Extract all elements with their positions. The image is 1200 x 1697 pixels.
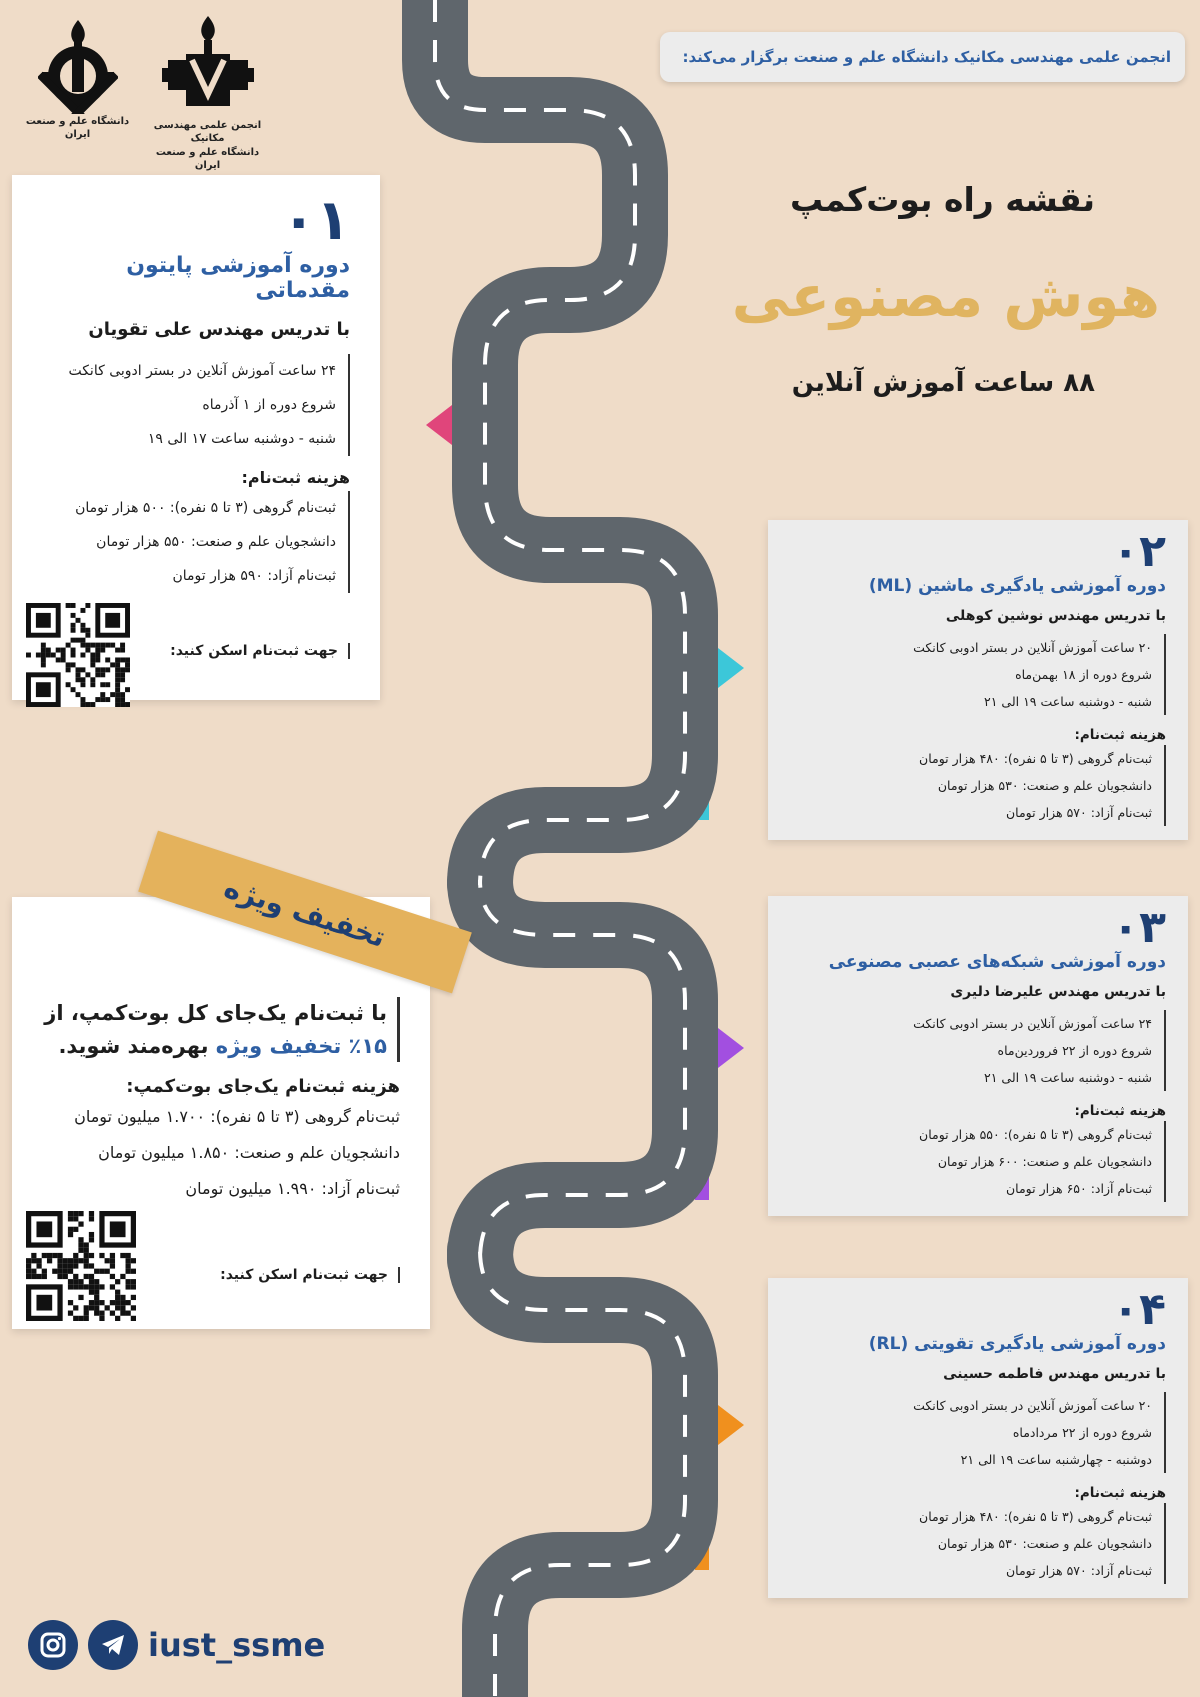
course-schedule: دوشنبه - چهارشنبه ساعت ۱۹ الی ۲۱	[960, 1452, 1152, 1467]
fee-group: ثبت‌نام گروهی (۳ تا ۵ نفره): ۵۰۰ هزار تومان	[75, 500, 336, 516]
fee-students: دانشجویان علم و صنعت: ۵۳۰ هزار تومان	[937, 1536, 1152, 1551]
fee-free: ثبت‌نام آزاد: ۵۷۰ هزار تومان	[1006, 805, 1152, 820]
course-number: ۰۴	[1112, 1284, 1166, 1335]
discount-highlight: ۱۵٪ تخفیف ویژه	[215, 1033, 387, 1058]
university-gear-torch-icon	[38, 18, 118, 114]
roadmap-title: نقشه راه بوت‌کمپ	[790, 180, 1095, 219]
university-logo	[20, 18, 135, 141]
instagram-glyph-icon	[38, 1630, 68, 1660]
association-logo-caption-2: دانشگاه علم و صنعت ایران	[155, 147, 260, 171]
association-gear-torch-icon	[158, 14, 258, 118]
organizer-banner	[660, 32, 1185, 82]
fee-group: ثبت‌نام گروهی (۳ تا ۵ نفره): ۵۵۰ هزار تومان	[919, 1127, 1152, 1142]
course-title: دوره آموزشی یادگیری ماشین (ML)	[868, 576, 1166, 596]
fee-heading: هزینه ثبت‌نام:	[1074, 727, 1166, 743]
fee-group: ثبت‌نام گروهی (۳ تا ۵ نفره): ۴۸۰ هزار تومان	[919, 1509, 1152, 1524]
association-logo-caption-1: انجمن علمی مهندسی مکانیک	[153, 120, 262, 144]
discount-qr-code[interactable]	[26, 1211, 136, 1321]
course-schedule: شنبه - دوشنبه ساعت ۱۷ الی ۱۹	[147, 431, 336, 447]
course-number: ۰۱	[281, 188, 350, 253]
organizer-text: انجمن علمی مهندسی مکانیک دانشگاه علم و صنعت برگزار می‌کند:	[682, 48, 1171, 66]
qr-code[interactable]	[26, 603, 130, 707]
course-instructor: با تدریس مهندس علیرضا دلیری	[950, 984, 1166, 1000]
discount-lead-part1: با ثبت‌نام یک‌جای کل بوت‌کمپ، از	[44, 1001, 387, 1025]
course-pointer-4	[718, 1405, 744, 1445]
discount-lead-part2: بهره‌مند شوید.	[58, 1033, 209, 1058]
fee-list	[26, 491, 350, 593]
course-schedule: شنبه - دوشنبه ساعت ۱۹ الی ۲۱	[984, 1070, 1152, 1085]
bootcamp-name: هوش مصنوعی	[731, 262, 1160, 330]
course-start: شروع دوره از ۲۲ فروردین‌ماه	[997, 1043, 1152, 1058]
course-pointer-3	[718, 1028, 744, 1068]
course-hours: ۲۰ ساعت آموزش آنلاین در بستر ادوبی کانکت	[913, 640, 1152, 655]
fee-list	[782, 745, 1166, 826]
discount-fee-students: دانشجویان علم و صنعت: ۱.۸۵۰ میلیون تومان	[98, 1143, 400, 1163]
fee-students: دانشجویان علم و صنعت: ۶۰۰ هزار تومان	[937, 1154, 1152, 1169]
fee-heading: هزینه ثبت‌نام:	[1074, 1103, 1166, 1119]
fee-free: ثبت‌نام آزاد: ۵۷۰ هزار تومان	[1006, 1563, 1152, 1578]
telegram-glyph-icon	[98, 1630, 128, 1660]
course-card-2	[768, 520, 1188, 840]
course-card-3	[768, 896, 1188, 1216]
discount-ribbon-label: تخفیف ویژه	[220, 870, 390, 954]
university-logo-caption: دانشگاه علم و صنعت ایران	[25, 116, 130, 140]
course-card-1	[12, 175, 380, 700]
course-details	[782, 1392, 1166, 1473]
total-hours: ۸۸ ساعت آموزش آنلاین	[791, 368, 1095, 398]
discount-fee-free: ثبت‌نام آزاد: ۱.۹۹۰ میلیون تومان	[185, 1179, 400, 1199]
course-details	[782, 634, 1166, 715]
social-footer	[28, 1620, 325, 1670]
discount-lead	[26, 997, 400, 1062]
social-handle[interactable]: iust_ssme	[148, 1626, 326, 1664]
course-number: ۰۳	[1112, 902, 1166, 953]
fee-free: ثبت‌نام آزاد: ۵۹۰ هزار تومان	[172, 568, 336, 584]
course-details	[782, 1010, 1166, 1091]
course-start: شروع دوره از ۱۸ بهمن‌ماه	[1015, 667, 1152, 682]
discount-fee-list	[26, 1099, 400, 1207]
course-details	[26, 354, 350, 456]
fee-free: ثبت‌نام آزاد: ۶۵۰ هزار تومان	[1006, 1181, 1152, 1196]
fee-students: دانشجویان علم و صنعت: ۵۵۰ هزار تومان	[96, 534, 336, 550]
course-start: شروع دوره از ۲۲ مردادماه	[1012, 1425, 1152, 1440]
course-title: دوره آموزشی شبکه‌های عصبی مصنوعی	[828, 952, 1166, 972]
course-start: شروع دوره از ۱ آذرماه	[202, 397, 336, 413]
course-hours: ۲۴ ساعت آموزش آنلاین در بستر ادوبی کانکت	[68, 363, 336, 379]
course-card-4	[768, 1278, 1188, 1598]
course-pointer-2	[718, 648, 744, 688]
scan-instruction: جهت ثبت‌نام اسکن کنید:	[170, 643, 350, 659]
instagram-icon[interactable]	[28, 1620, 78, 1670]
course-instructor: با تدریس مهندس نوشین کوهلی	[945, 608, 1166, 624]
telegram-icon[interactable]	[88, 1620, 138, 1670]
fee-list	[782, 1503, 1166, 1584]
course-instructor: با تدریس مهندس فاطمه حسینی	[943, 1366, 1166, 1382]
fee-group: ثبت‌نام گروهی (۳ تا ۵ نفره): ۴۸۰ هزار تومان	[919, 751, 1152, 766]
fee-students: دانشجویان علم و صنعت: ۵۳۰ هزار تومان	[937, 778, 1152, 793]
discount-fee-heading: هزینه ثبت‌نام یک‌جای بوت‌کمپ:	[126, 1076, 400, 1098]
course-schedule: شنبه - دوشنبه ساعت ۱۹ الی ۲۱	[984, 694, 1152, 709]
fee-heading: هزینه ثبت‌نام:	[241, 468, 350, 487]
course-hours: ۲۴ ساعت آموزش آنلاین در بستر ادوبی کانکت	[913, 1016, 1152, 1031]
association-logo	[150, 14, 265, 172]
course-title: دوره آموزشی یادگیری تقویتی (RL)	[868, 1334, 1166, 1354]
course-instructor: با تدریس مهندس علی تقویان	[88, 319, 350, 340]
discount-scan-instruction: جهت ثبت‌نام اسکن کنید:	[220, 1267, 400, 1283]
course-pointer-1	[426, 405, 452, 445]
course-title: دوره آموزشی پایتون مقدماتی	[126, 253, 350, 303]
discount-fee-group: ثبت‌نام گروهی (۳ تا ۵ نفره): ۱.۷۰۰ میلیون تومان	[74, 1107, 400, 1127]
fee-heading: هزینه ثبت‌نام:	[1074, 1485, 1166, 1501]
course-hours: ۲۰ ساعت آموزش آنلاین در بستر ادوبی کانکت	[913, 1398, 1152, 1413]
fee-list	[782, 1121, 1166, 1202]
course-number: ۰۲	[1112, 526, 1166, 577]
